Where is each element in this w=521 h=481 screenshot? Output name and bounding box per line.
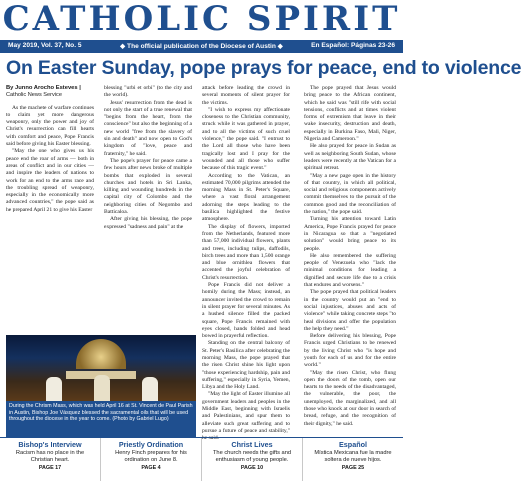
teaser-christ-lives[interactable]	[202, 438, 303, 481]
paragraph: attack before leading the crowd in several moments of silent prayer for the victims.	[202, 85, 290, 106]
issue-banner	[0, 40, 403, 53]
article-column-3	[202, 85, 290, 455]
paragraph: "May the risen Christ, who flung open the doors of the tomb, open our hearts to the needs of the disadvantaged, the vulnerable, the poor, the unemployed, the marginalized, and all those who knock at our door in search of bread, refuge, and the recognition of their dignity," he said.	[304, 369, 396, 427]
teaser-title: Español	[339, 440, 367, 449]
article-column-1	[6, 85, 94, 335]
paragraph: The pope's prayer for peace came a few hours after news broke of multiple bombs that exploded in several churches and hotels in Sri Lanka, killing and wounding hundreds in the capital city of Colombo and the neighboring cities of Negombo and Batticaloa.	[104, 157, 192, 216]
teaser-page: PAGE 17	[38, 465, 62, 471]
paragraph: Jesus' resurrection from the dead is not only the start of a true renewal that "begins from the heart, from the conscience" but also the beginning of a new world "free from the slavery of sin and death" and now open to God's kingdom of "love, peace and fraternity," he said.	[104, 99, 192, 157]
teaser-bar	[0, 437, 403, 481]
church-window	[76, 339, 126, 369]
byline-org: Catholic News Service	[6, 92, 62, 99]
teaser-espanol[interactable]	[303, 438, 403, 481]
chrism-mass-photo	[6, 335, 196, 401]
paragraph: He also prayed for peace in Sudan as well as neighboring South Sudan, whose leaders were recently at the Vatican for a spiritual retreat.	[304, 143, 396, 172]
spanish-pages: En Español: Páginas 23-26	[311, 42, 395, 49]
clergy-figure	[94, 375, 110, 401]
teaser-page: PAGE 4	[141, 465, 161, 471]
teaser-priestly-ordination[interactable]	[101, 438, 202, 481]
article-column-2	[104, 85, 192, 335]
paragraph: "May the light of Easter illumine all government leaders and peoples in the Middle East, beginning with Israelis and Palestinians, and spur them to alleviate such great suffering and to pursue a future of peace and stability," he said.	[202, 391, 290, 442]
teaser-bishops-interview[interactable]	[0, 438, 101, 481]
article-headline: On Easter Sunday, pope prays for peace, end to violence	[6, 57, 521, 79]
paragraph: He also remembered the suffering people of Venezuela who "lack the minimal conditions for leading a dignified and secure life due to a crisis that endures and worsens."	[304, 252, 396, 289]
clergy-figure	[46, 377, 62, 401]
paragraph: The pope prayed that Jesus would bring peace to the African continent, which he said was "still rife with social tensions, conflicts and at times violent forms of extremism that leave in their wake insecurity, destruction and death, especially in Burkina Faso, Mali, Niger, Nigeria and Cameroon."	[304, 85, 396, 143]
issue-date: May 2019, Vol. 37, No. 5	[8, 42, 82, 49]
paragraph: As the machete of warfare continues to claim yet more dangerous weaponry, only the power and joy of Christ's resurrection can fill hearts with comfort and peace, Pope Francis said before giving his Easter blessing.	[6, 104, 94, 148]
paragraph: According to the Vatican, an estimated 70,000 pilgrims attended the morning Mass in St. Peter's Square, where a vast floral arrangement adorning the steps leading to the basilica highlighted the festive atmosphere.	[202, 172, 290, 223]
paragraph: "I wish to express my affectionate closeness to the Christian community, struck while it was gathered in prayer, and to all the victims of such cruel violence," the pope said. "I entrust to the Lord all those who have been tragically lost and I pray for the wounded and all those who suffer because of this tragic event."	[202, 106, 290, 172]
publication-line: ◆ The official publication of the Diocese of Austin ◆	[120, 43, 283, 50]
article-column-4	[304, 85, 396, 455]
paragraph: Standing on the central balcony of St. Peter's Basilica after celebrating the morning Mass, the pope prayed that the risen Christ shine his light upon "those experiencing hardship, pain and suffering," especially in Syria, Yemen, Libya and the Holy Land.	[202, 340, 290, 391]
paragraph: blessing "urbi et orbi" (to the city and the world).	[104, 85, 192, 99]
clergy-figure	[142, 377, 158, 401]
teaser-page: PAGE 25	[341, 465, 365, 471]
teaser-title: Bishop's Interview	[18, 440, 82, 449]
teaser-page: PAGE 10	[240, 465, 264, 471]
paragraph: Turning his attention toward Latin America, Pope Francis prayed for peace in Nicaragua so that a "negotiated solution" would bring peace to its people.	[304, 216, 396, 252]
teaser-title: Christ Lives	[231, 440, 273, 449]
teaser-desc: Henry Finch prepares for his ordination on June 8.	[115, 450, 187, 463]
paragraph: The pope prayed that political leaders in the country would put an "end to social injustices, abuses and acts of violence" while taking concrete steps "to heal divisions and offer the population the help they need."	[304, 289, 396, 332]
paragraph: Pope Francis did not deliver a homily during the Mass; instead, an announcer invited the crowd to remain in silent prayer for several minutes. As a hushed silence filled the packed square, Pope Francis remained with eyes closed, hands folded and head bowed in prayerful reflection.	[202, 282, 290, 340]
paragraph: "May a new page open in the history of that country, in which all political, social and religious components actively commit themselves to the pursuit of the common good and the reconciliation of the nation," the pope said.	[304, 172, 396, 216]
teaser-desc: Mística Mexicana fue la madre soltera de nueve hijos.	[314, 450, 392, 463]
byline: By Junno Arocho Esteves |	[6, 85, 81, 91]
photo-caption: During the Chrism Mass, which was held April 16 at St. Vincent de Paul Parish in Austin, Bishop Joe Vásquez blessed the sacramental oils that will be used throughout the diocese in the year to come. (Photo by Gabriel Lugo)	[6, 401, 196, 437]
paragraph: "May the one who gives us his peace end the roar of arms — both in areas of conflict and in our cities — and inspire the leaders of nations to work for an end to the arms race and the troubling spread of weaponry, especially in the economically more advanced countries," the pope said as he prepared April 21 to give his Easter	[6, 148, 94, 213]
masthead: CATHOLIC SPIRIT	[2, 0, 401, 39]
paragraph: After giving his blessing, the pope expressed "sadness and pain" at the	[104, 216, 192, 230]
teaser-title: Priestly Ordination	[118, 440, 184, 449]
teaser-desc: Racism has no place in the Christian heart.	[15, 450, 85, 463]
paragraph: Before delivering his blessing, Pope Francis urged Christians to be renewed by the living Christ who "is hope and youth for each of us and for the entire world."	[304, 333, 396, 369]
teaser-desc: The church needs the gifts and enthusiasm of young people.	[212, 450, 292, 463]
paragraph: The display of flowers, imported from the Netherlands, featured more than 57,000 individual flowers, plants and trees, including tulips, daffodils, birch trees and more than 1,500 orange and blue ornithlea flowers that accented the joyful celebration of Christ's resurrection.	[202, 223, 290, 281]
